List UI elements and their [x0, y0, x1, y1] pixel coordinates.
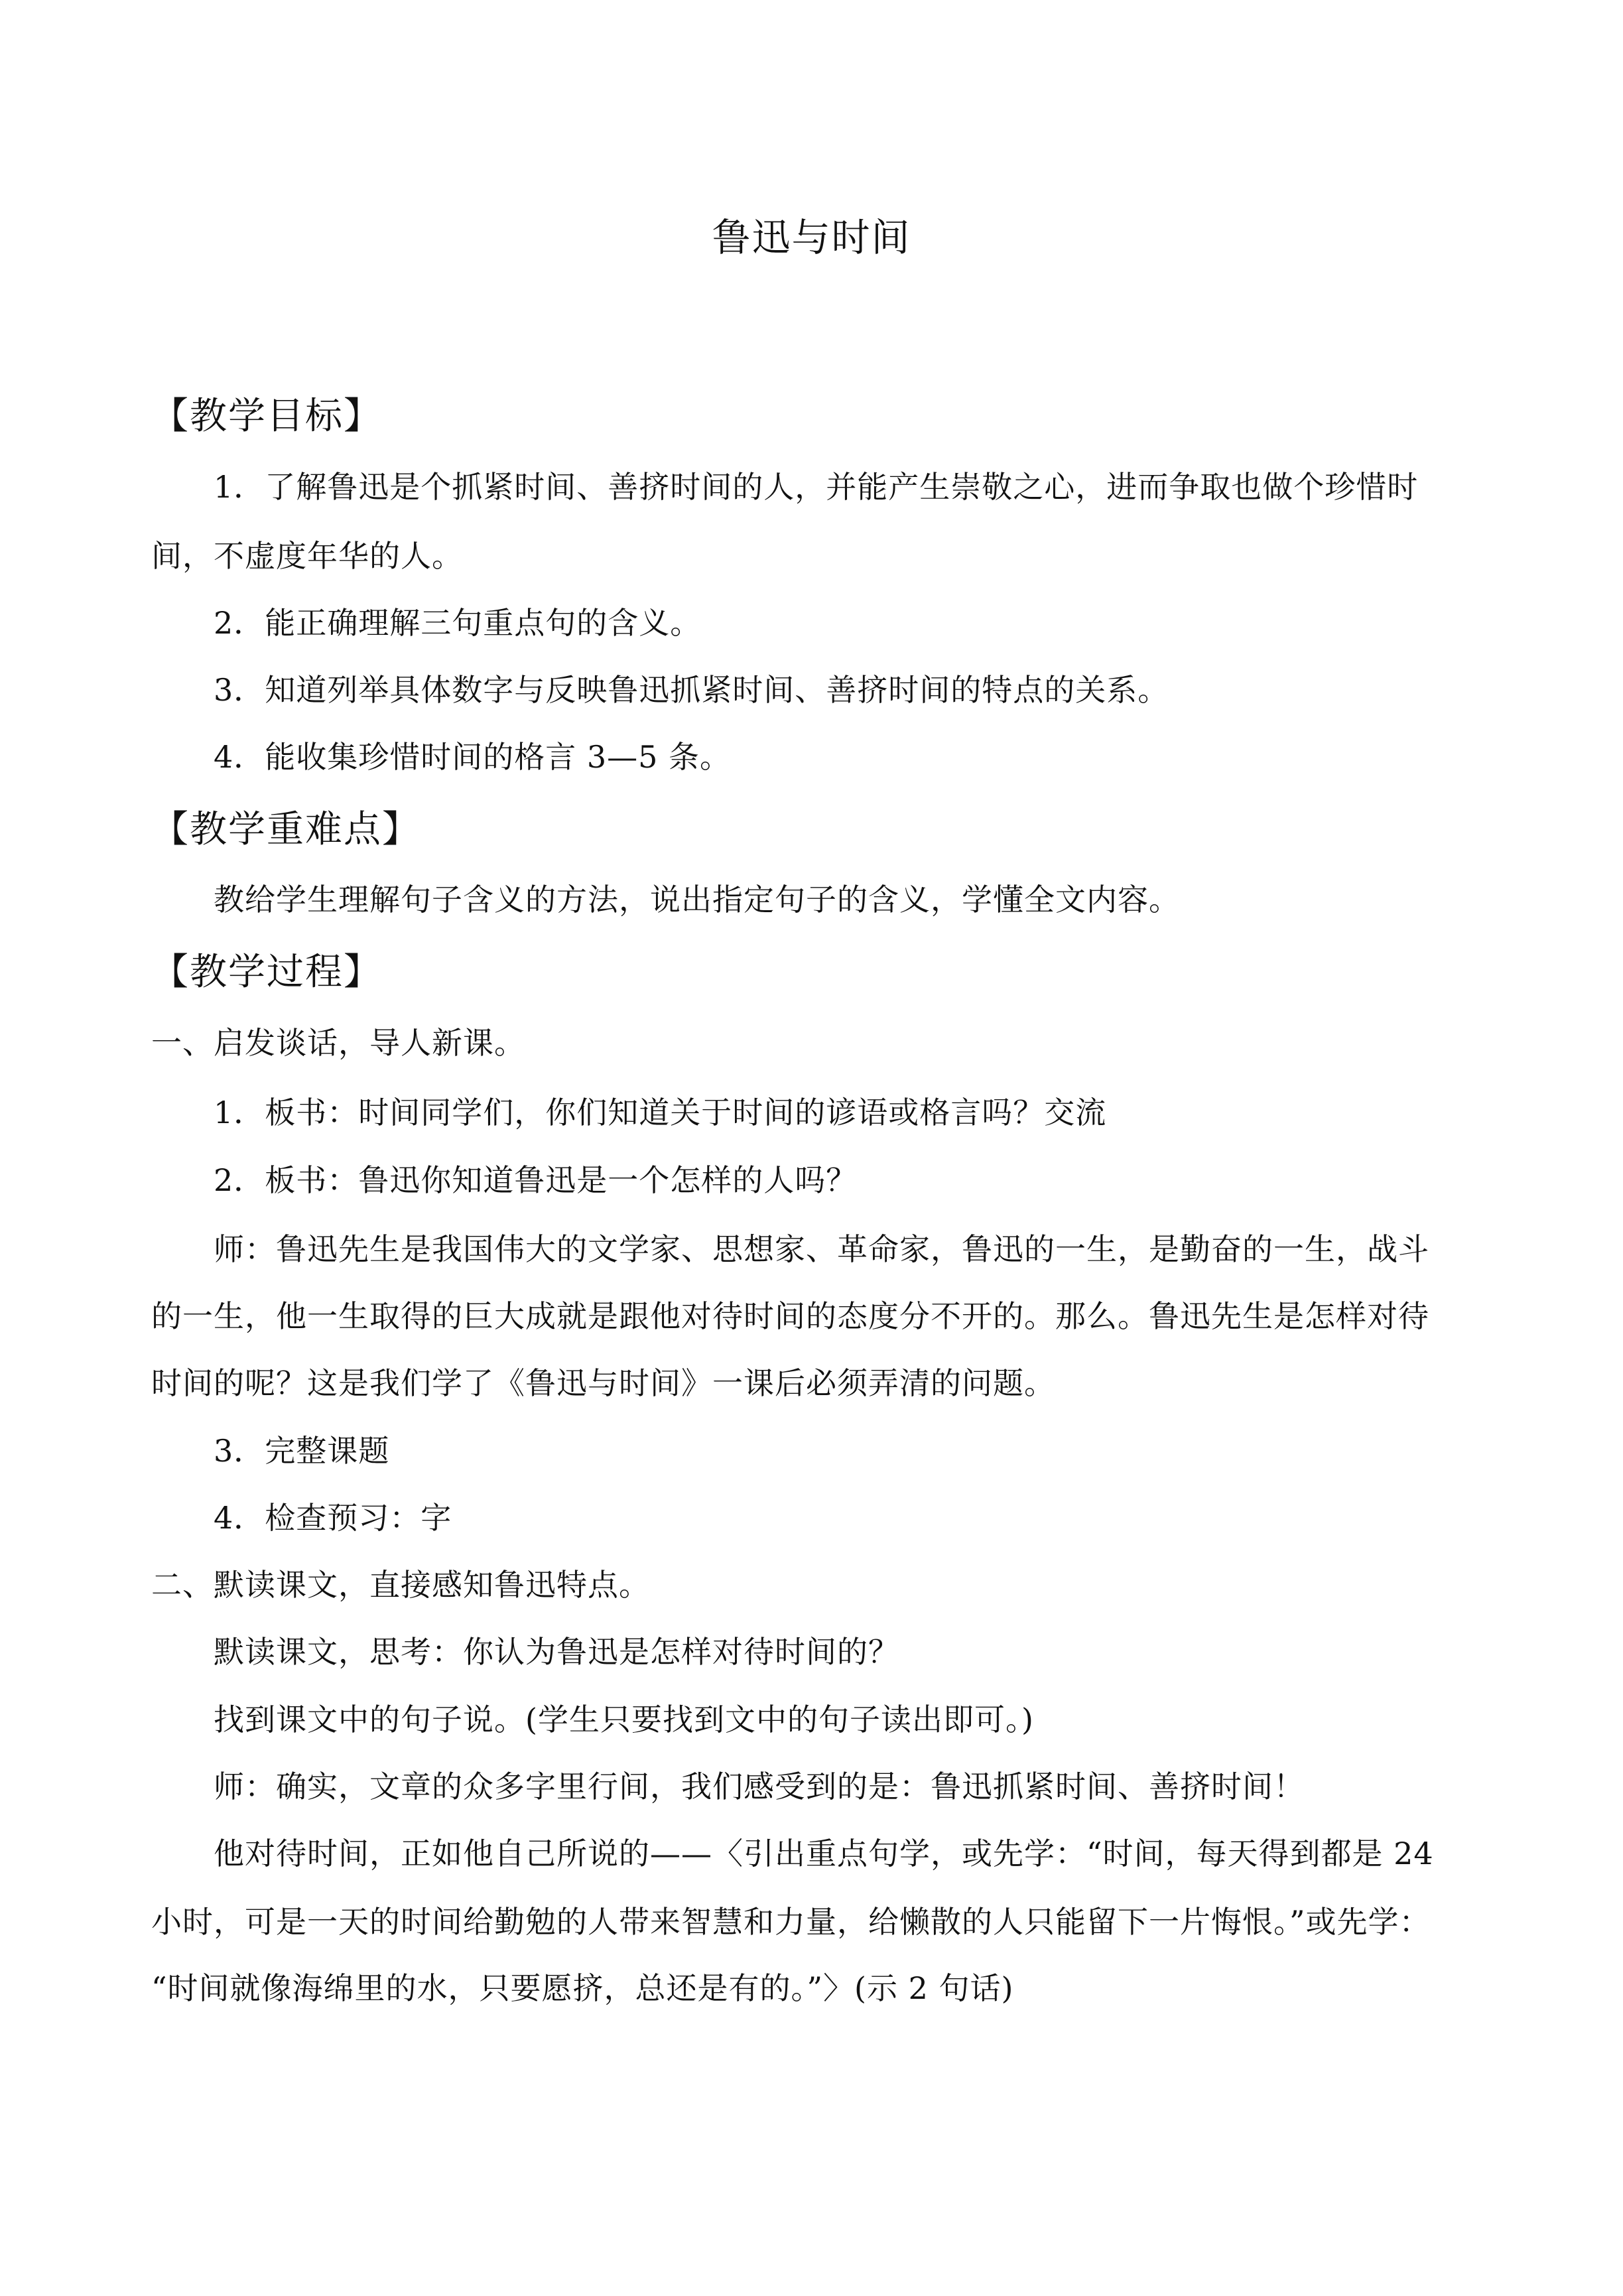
- process-step-2-paragraph-2: 找到课文中的句子说。(学生只要找到文中的句子读出即可。): [214, 1702, 1034, 1737]
- process-step-2-paragraph-4-line-2: 小时，可是一天的时间给勤勉的人带来智慧和力量，给懒散的人只能留下一片悔恨。”或先学：: [151, 1904, 1431, 1940]
- teacher-remark-line-1: 师：鲁迅先生是我国伟大的文学家、思想家、革命家，鲁迅的一生，是勤奋的一生，战斗: [214, 1231, 1429, 1267]
- teacher-remark-line-2: 的一生，他一生取得的巨大成就是跟他对待时间的态度分不开的。那么。鲁迅先生是怎样对待: [151, 1298, 1429, 1334]
- process-step-1-item-4: 4．检查预习：字: [214, 1500, 452, 1536]
- keypoints-text: 教给学生理解句子含义的方法，说出指定句子的含义，学懂全文内容。: [214, 882, 1180, 917]
- section-heading-keypoints: 【教学重难点】: [151, 808, 421, 851]
- goal-item-1-line-1: 1．了解鲁迅是个抓紧时间、善挤时间的人，并能产生崇敬之心，进而争取也做个珍惜时: [214, 469, 1419, 505]
- process-step-2-title: 二、默读课文，直接感知鲁迅特点。: [151, 1567, 650, 1603]
- goal-item-2: 2．能正确理解三句重点句的含义。: [214, 605, 702, 641]
- process-step-1-item-2: 2．板书：鲁迅你知道鲁迅是一个怎样的人吗？: [214, 1162, 858, 1198]
- process-step-2-paragraph-4-line-3: “时间就像海绵里的水，只要愿挤，总还是有的。”〉(示 2 句话): [151, 1970, 1014, 2006]
- process-step-1-title: 一、启发谈话，导人新课。: [151, 1025, 525, 1061]
- process-step-2-paragraph-3: 师：确实，文章的众多字里行间，我们感受到的是：鲁迅抓紧时间、善挤时间！: [214, 1769, 1305, 1804]
- section-heading-goals: 【教学目标】: [151, 395, 382, 438]
- document-title: 鲁迅与时间: [712, 215, 911, 260]
- section-heading-process: 【教学过程】: [151, 951, 382, 994]
- teacher-remark-line-3: 时间的呢？这是我们学了《鲁迅与时间》一课后必须弄清的问题。: [151, 1365, 1055, 1401]
- process-step-1-item-3: 3．完整课题: [214, 1433, 390, 1469]
- goal-item-4: 4．能收集珍惜时间的格言 3—5 条。: [214, 739, 732, 775]
- process-step-2-paragraph-4-line-1: 他对待时间，正如他自己所说的——〈引出重点句学，或先学：“时间，每天得到都是 24: [214, 1836, 1434, 1871]
- process-step-1-item-1: 1．板书：时间同学们，你们知道关于时间的谚语或格言吗？交流: [214, 1095, 1107, 1130]
- goal-item-1-line-2: 间，不虚度年华的人。: [151, 538, 463, 574]
- goal-item-3: 3．知道列举具体数字与反映鲁迅抓紧时间、善挤时间的特点的关系。: [214, 672, 1169, 708]
- process-step-2-paragraph-1: 默读课文，思考：你认为鲁迅是怎样对待时间的？: [214, 1634, 899, 1670]
